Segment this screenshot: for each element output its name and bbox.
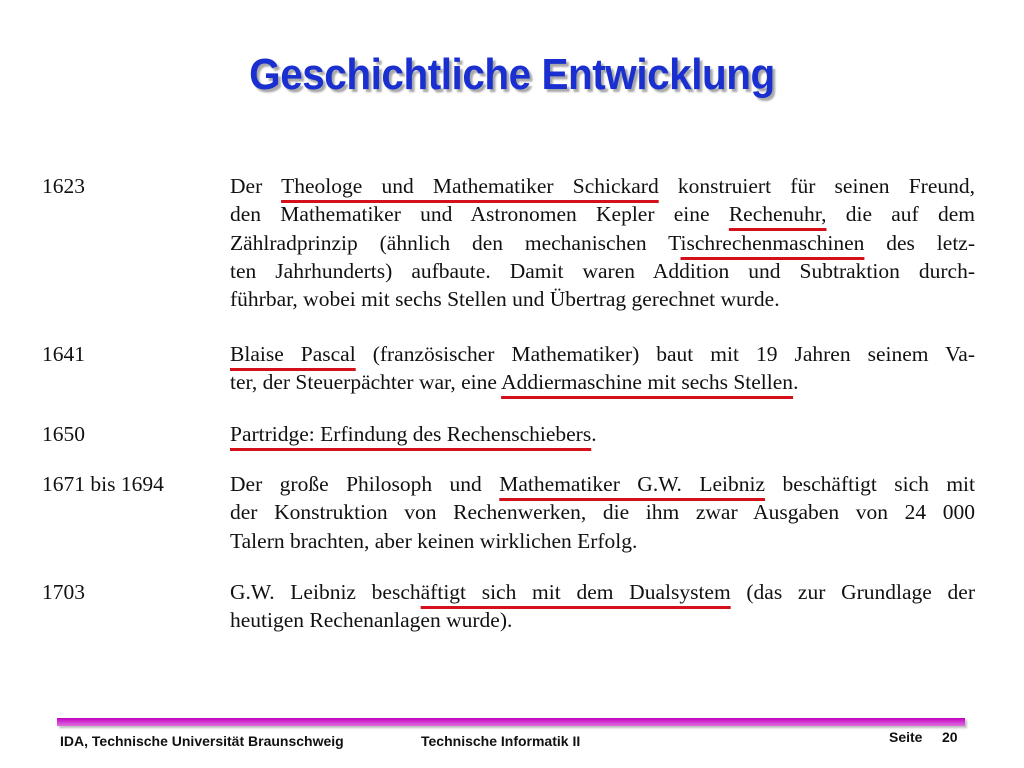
entry-line: Der große Philosoph und Mathematiker G.W. Leibniz beschäftigt sich mit — [230, 472, 976, 496]
entry-year: 1641 — [42, 342, 85, 366]
entry-year: 1650 — [42, 422, 85, 446]
entry-year: 1703 — [42, 580, 85, 604]
footer-divider — [57, 718, 965, 726]
underlined-term: äftigt sich mit dem Dualsystem — [420, 580, 731, 604]
underlined-term: Mathematiker G.W. Leibniz — [499, 472, 766, 496]
entry-text — [230, 420, 975, 448]
entry-year: 1623 — [42, 174, 85, 198]
entry-line: der Konstruktion von Rechenwerken, die ihm zwar Ausgaben von 24 000 — [230, 500, 975, 525]
entry-line: Blaise Pascal (französischer Mathematiker) baut mit 19 Jahren seinem Va- — [230, 342, 975, 366]
entry-line: den Mathematiker und Astronomen Kepler eine Rechenuhr, die auf dem — [230, 202, 975, 227]
entry-line: heutigen Rechenanlagen wurde). — [230, 608, 513, 633]
footer-page-label: Seite — [889, 729, 923, 745]
footer-institution: IDA, Technische Universität Braunschweig — [60, 733, 344, 749]
entry-line: ter, der Steuerpächter war, eine Addiermaschine mit sechs Stellen. — [230, 370, 799, 395]
underlined-term: Rechenuhr, — [728, 202, 827, 227]
underlined-term: ischrechenmaschinen — [680, 230, 865, 255]
underlined-term: Blaise Pascal — [230, 342, 356, 366]
entry-line: Talern brachten, aber keinen wirklichen Erfolg. — [230, 528, 638, 553]
entry-line: Partridge: Erfindung des Rechenschiebers. — [230, 422, 597, 446]
entry-text — [230, 172, 975, 313]
entry-text — [230, 470, 975, 555]
underlined-term: Theologe und Mathematiker Schickard — [281, 174, 659, 198]
footer-course: Technische Informatik II — [421, 733, 581, 749]
underlined-term: Addiermaschine mit sechs Stellen — [501, 370, 794, 395]
entry-line: Der Theologe und Mathematiker Schickard konstruiert für seinen Freund, — [230, 174, 975, 198]
entry-year: 1671 bis 1694 — [42, 472, 164, 496]
entry-line: führbar, wobei mit sechs Stellen und Übertrag gerechnet wurde. — [230, 287, 780, 312]
entry-line: G.W. Leibniz beschäftigt sich mit dem Dualsystem (das zur Grundlage der — [230, 580, 975, 604]
entry-line: Zählradprinzip (ähnlich den mechanischen Tischrechenmaschinen des letz- — [230, 230, 975, 255]
entry-text — [230, 578, 975, 635]
footer-page-number: 20 — [942, 729, 958, 745]
entry-text — [230, 340, 975, 397]
entry-line: ten Jahrhunderts) aufbaute. Damit waren Addition und Subtraktion durch- — [230, 258, 975, 283]
slide-title: Geschichtliche Entwicklung — [249, 50, 775, 99]
underlined-term: Partridge: Erfindung des Rechenschiebers — [230, 422, 592, 446]
